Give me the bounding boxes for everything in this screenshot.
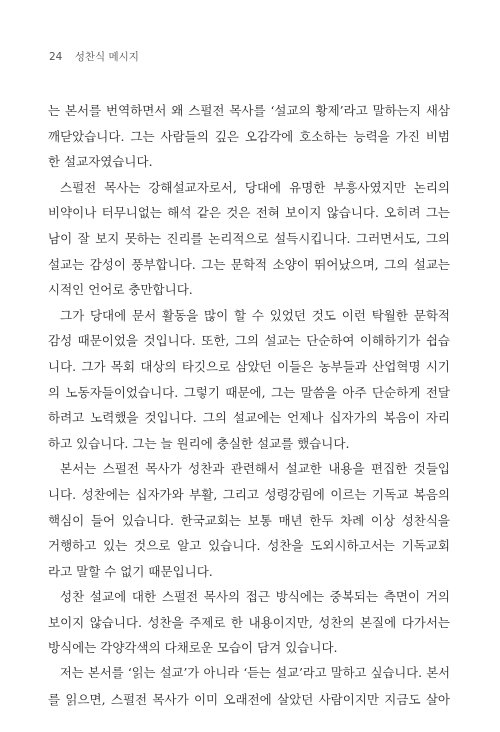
page-number: 24 xyxy=(49,51,63,63)
text-line: 방식에는 각양각색의 다채로운 모습이 담겨 있습니다. xyxy=(48,640,338,656)
text-line: 남이 잘 보지 못하는 진리를 논리적으로 설득시킵니다. 그러면서도, 그의 xyxy=(48,230,450,246)
text-line: 본서는 스펄전 목사가 성찬과 관련해서 설교한 내용을 편집한 것들입 xyxy=(60,461,450,477)
book-title: 성찬식 메시지 xyxy=(74,51,139,63)
text-line: 보이지 않습니다. 성찬을 주제로 한 내용이지만, 성찬의 본질에 다가서는 xyxy=(48,614,450,630)
text-line: 하려고 노력했을 것입니다. 그의 설교에는 언제나 십자가의 복음이 자리 xyxy=(48,410,450,426)
text-line: 깨닫았습니다. 그는 사람들의 깊은 오감각에 호소하는 능력을 가진 비범 xyxy=(48,128,450,144)
running-header xyxy=(49,49,139,64)
text-line: 시적인 언어로 충만합니다. xyxy=(48,282,193,298)
text-line: 를 읽으면, 스펄전 목사가 이미 오래전에 살았던 사람이지만 지금도 살아 xyxy=(48,691,450,707)
text-line: 비약이나 터무니없는 해석 같은 것은 전혀 보이지 않습니다. 오히려 그는 xyxy=(48,205,450,221)
text-line: 성찬 설교에 대한 스펄전 목사의 접근 방식에는 중복되는 측면이 거의 xyxy=(60,589,450,605)
text-line: 저는 본서를 ‘읽는 설교’가 아니라 ‘듣는 설교’라고 말하고 싶습니다. 본서 xyxy=(60,666,450,681)
text-line: 감성 때문이었을 것입니다. 또한, 그의 설교는 단순하여 이해하기가 쉽습 xyxy=(48,333,450,349)
body-text xyxy=(48,98,450,712)
text-line: 핵심이 들어 있습니다. 한국교회는 보통 매년 한두 차례 이상 성찬식을 xyxy=(48,512,450,528)
text-line: 설교는 감성이 풍부합니다. 그는 문학적 소양이 뛰어났으며, 그의 설교는 xyxy=(48,256,450,272)
text-line: 그가 당대에 문서 활동을 많이 할 수 있었던 것도 이런 탁월한 문학적 xyxy=(60,307,450,323)
text-line: 라고 말할 수 없기 때문입니다. xyxy=(48,563,213,579)
text-line: 하고 있습니다. 그는 늘 원리에 충실한 설교를 했습니다. xyxy=(48,435,350,451)
text-line: 니다. 성찬에는 십자가와 부활, 그리고 성령강림에 이르는 기독교 복음의 xyxy=(48,486,450,502)
text-line: 는 본서를 번역하면서 왜 스펄전 목사를 ‘설교의 황제’라고 말하는지 새삼 xyxy=(48,103,450,118)
text-line: 한 설교자였습니다. xyxy=(48,154,153,170)
text-line: 거행하고 있는 것으로 알고 있습니다. 성찬을 도외시하고서는 기독교회 xyxy=(48,538,450,554)
text-line: 스펄전 목사는 강해설교자로서, 당대에 유명한 부흥사였지만 논리의 xyxy=(60,179,450,195)
text-line: 의 노동자들이었습니다. 그렇기 때문에, 그는 말씀을 아주 단순하게 전달 xyxy=(48,384,450,400)
text-line: 니다. 그가 목회 대상의 타깃으로 삼았던 이들은 농부들과 산업혁명 시기 xyxy=(48,358,450,374)
